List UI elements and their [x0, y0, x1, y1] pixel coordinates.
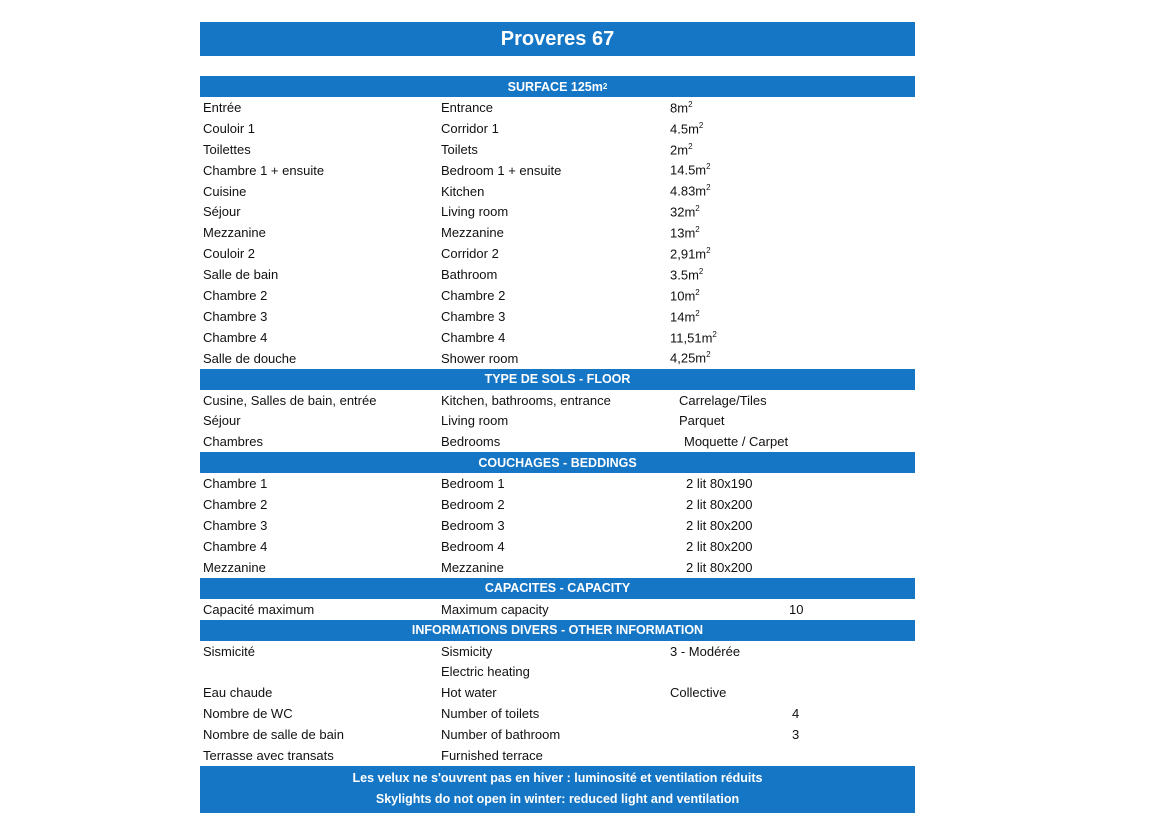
table-row	[200, 306, 915, 327]
row-value	[670, 162, 711, 177]
superscript: 2	[706, 183, 711, 193]
row-label-fr: Chambre 2	[203, 287, 268, 303]
row-label-fr: Salle de bain	[203, 267, 279, 283]
row-label-en: Mezzanine	[441, 225, 504, 241]
table-row	[200, 494, 915, 515]
table-row	[200, 557, 915, 578]
value-text: 32m	[670, 204, 696, 220]
row-label-fr: Toilettes	[203, 141, 251, 157]
row-value	[670, 100, 693, 115]
row-value	[670, 246, 711, 261]
row-label-en: Entrance	[441, 99, 494, 115]
row-label-en: Furnished terrace	[441, 747, 543, 763]
table-row	[200, 536, 915, 557]
row-label-en: Shower room	[441, 350, 519, 366]
row-label-en: Toilets	[441, 141, 478, 157]
row-label-fr: Chambre 4	[203, 329, 268, 345]
value-text: 4,25m	[670, 350, 707, 366]
row-value: 2 lit 80x190	[686, 476, 753, 492]
superscript: 2	[695, 204, 700, 214]
row-value: 2 lit 80x200	[686, 517, 753, 533]
table-row	[200, 515, 915, 536]
row-label-en: Corridor 1	[441, 120, 499, 136]
row-label-en: Living room	[441, 204, 509, 220]
row-value	[670, 121, 703, 136]
row-value	[670, 350, 711, 365]
row-label-en: Electric heating	[441, 664, 530, 680]
row-label-fr: Eau chaude	[203, 685, 273, 701]
beddings-table	[200, 473, 915, 577]
table-row	[200, 327, 915, 348]
row-label-fr: Chambres	[203, 434, 263, 450]
row-label-fr: Couloir 1	[203, 120, 256, 136]
superscript: 2	[695, 308, 700, 318]
value-text: 11,51m	[670, 329, 713, 345]
row-label-en: Bathroom	[441, 267, 498, 283]
table-row	[200, 139, 915, 160]
row-value: 10	[789, 601, 804, 617]
row-value	[670, 288, 700, 303]
row-value: Parquet	[679, 413, 725, 429]
value-text: 10m	[670, 288, 696, 304]
superscript: 2	[698, 120, 704, 130]
value-text: 3.5m	[670, 267, 699, 283]
row-label-fr: Séjour	[203, 413, 241, 429]
table-row	[200, 599, 915, 620]
row-label-en: Kitchen, bathrooms, entrance	[441, 392, 611, 408]
row-value	[670, 204, 700, 219]
table-row	[200, 348, 915, 369]
page-title	[200, 22, 915, 56]
value-text: 4.5m	[670, 120, 699, 136]
table-row	[200, 641, 915, 662]
surface-table	[200, 97, 915, 369]
section-header-text: CAPACITES - CAPACITY	[484, 581, 631, 596]
row-label-en: Bedrooms	[441, 434, 501, 450]
row-value	[670, 142, 693, 157]
row-label-fr: Cuisine	[203, 183, 247, 199]
row-label-fr: Cusine, Salles de bain, entrée	[203, 392, 377, 408]
table-row	[200, 181, 915, 202]
section-header-info	[200, 620, 915, 641]
info-table	[200, 641, 915, 766]
row-value: 4	[792, 706, 800, 722]
row-label-en: Living room	[441, 413, 509, 429]
row-label-fr: Salle de douche	[203, 350, 297, 366]
section-header-capacity	[200, 578, 915, 599]
row-label-en: Chambre 3	[441, 308, 506, 324]
row-label-fr: Terrasse avec transats	[203, 747, 334, 763]
row-label-en: Number of toilets	[441, 706, 540, 722]
section-header-surface	[200, 76, 915, 97]
row-label-en: Bedroom 2	[441, 497, 505, 513]
table-row	[200, 118, 915, 139]
row-label-fr: Entrée	[203, 99, 242, 115]
row-label-fr: Nombre de salle de bain	[203, 727, 344, 743]
row-value: 2 lit 80x200	[686, 538, 753, 554]
row-label-fr: Chambre 1 + ensuite	[203, 162, 325, 178]
value-text: 14.5m	[670, 162, 707, 178]
row-label-fr: Chambre 3	[203, 308, 268, 324]
table-row	[200, 264, 915, 285]
section-header-text: SURFACE 125m	[507, 79, 603, 94]
row-value: 3	[792, 727, 800, 743]
row-label-en: Mezzanine	[441, 559, 504, 575]
row-label-en: Bedroom 4	[441, 538, 505, 554]
value-text: 4.83m	[670, 183, 707, 199]
table-row	[200, 97, 915, 118]
row-value: Collective	[670, 685, 727, 701]
row-value: Moquette / Carpet	[684, 434, 789, 450]
row-label-en: Number of bathroom	[441, 727, 561, 743]
row-label-en: Maximum capacity	[441, 601, 549, 617]
superscript: 2	[706, 350, 711, 360]
row-label-fr: Chambre 3	[203, 517, 268, 533]
superscript: 2	[698, 266, 704, 276]
row-label-fr: Sismicité	[203, 643, 256, 659]
section-header-floor	[200, 369, 915, 390]
row-value: 3 - Modérée	[670, 643, 741, 659]
row-label-en: Corridor 2	[441, 246, 499, 262]
row-label-fr: Séjour	[203, 204, 241, 220]
row-value: 2 lit 80x200	[686, 497, 753, 513]
superscript: 2	[695, 225, 700, 235]
capacity-table	[200, 599, 915, 620]
skylight-notice	[200, 766, 915, 813]
superscript: 2	[706, 162, 711, 172]
row-label-en: Bedroom 1	[441, 476, 505, 492]
row-label-fr: Chambre 1	[203, 476, 268, 492]
row-label-en: Bedroom 3	[441, 517, 505, 533]
row-label-fr: Nombre de WC	[203, 706, 293, 722]
table-row	[200, 410, 915, 431]
row-label-en: Chambre 2	[441, 287, 506, 303]
table-row	[200, 201, 915, 222]
table-row	[200, 285, 915, 306]
superscript: 2	[688, 141, 693, 151]
row-value	[670, 267, 703, 282]
value-text: 13m	[670, 225, 696, 241]
row-value: 2 lit 80x200	[686, 559, 753, 575]
row-label-fr: Capacité maximum	[203, 601, 315, 617]
table-row	[200, 703, 915, 724]
section-header-text: TYPE DE SOLS - FLOOR	[484, 372, 631, 387]
row-label-fr: Couloir 2	[203, 246, 256, 262]
row-value	[670, 225, 700, 240]
section-header-beddings	[200, 452, 915, 473]
value-text: 2,91m	[670, 246, 707, 262]
superscript: 2	[602, 82, 608, 91]
table-row	[200, 390, 915, 411]
superscript: 2	[688, 99, 693, 109]
row-label-en: Kitchen	[441, 183, 485, 199]
superscript: 2	[706, 246, 711, 255]
value-text: 2m	[670, 141, 689, 157]
section-header-text: COUCHAGES - BEDDINGS	[478, 455, 637, 470]
notice-line-fr: Les velux ne s'ouvrent pas en hiver : luminosité et ventilation réduits	[352, 770, 763, 785]
table-row	[200, 724, 915, 745]
table-row	[200, 661, 915, 682]
row-label-en: Sismicity	[441, 643, 493, 659]
value-text: 14m	[670, 309, 696, 324]
table-row	[200, 745, 915, 766]
table-row	[200, 431, 915, 452]
row-label-fr: Chambre 2	[203, 497, 268, 513]
section-header-text: INFORMATIONS DIVERS - OTHER INFORMATION	[411, 623, 704, 638]
row-label-en: Chambre 4	[441, 329, 506, 345]
row-label-en: Hot water	[441, 685, 497, 701]
row-label-fr: Mezzanine	[203, 559, 266, 575]
value-text: 8m	[670, 100, 689, 116]
page-title-text: Proveres 67	[500, 27, 615, 50]
table-row	[200, 473, 915, 494]
row-value	[670, 330, 717, 345]
row-value	[670, 309, 700, 324]
table-row	[200, 160, 915, 181]
row-value: Carrelage/Tiles	[679, 392, 767, 408]
notice-line-en: Skylights do not open in winter: reduced light and ventilation	[375, 791, 740, 806]
row-value	[670, 183, 711, 198]
table-row	[200, 682, 915, 703]
row-label-fr: Mezzanine	[203, 225, 266, 241]
row-label-fr: Chambre 4	[203, 538, 268, 554]
superscript: 2	[712, 329, 717, 339]
property-sheet	[200, 22, 915, 813]
table-row	[200, 222, 915, 243]
floor-table	[200, 390, 915, 453]
row-label-en: Bedroom 1 + ensuite	[441, 162, 562, 178]
table-row	[200, 243, 915, 264]
superscript: 2	[695, 287, 700, 297]
